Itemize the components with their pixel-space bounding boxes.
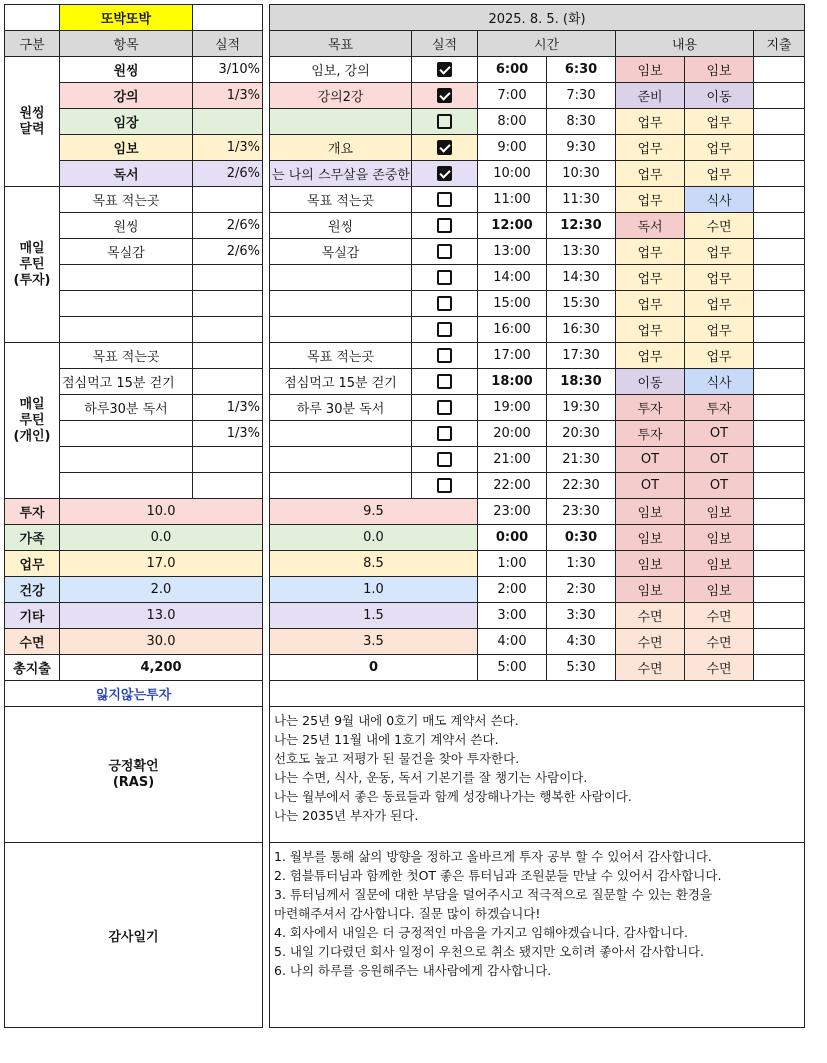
schedule-row (270, 213, 805, 239)
content-a[interactable]: 수면 (616, 655, 685, 681)
time-start[interactable]: 13:00 (478, 239, 547, 265)
content-a[interactable]: 투자 (616, 395, 685, 421)
result-cell[interactable] (193, 343, 263, 369)
total-value-invest[interactable]: 10.0 (60, 499, 263, 525)
goal-cell[interactable]: 목표 적는곳 (270, 187, 412, 213)
result-cell[interactable]: 2/6% (193, 213, 263, 239)
time-start[interactable]: 8:00 (478, 109, 547, 135)
content-b[interactable]: 업무 (685, 161, 754, 187)
checkbox-icon[interactable] (437, 478, 452, 493)
schedule-row (270, 577, 805, 603)
total-value-health[interactable]: 2.0 (60, 577, 263, 603)
schedule-row (270, 135, 805, 161)
content-b[interactable]: 업무 (685, 109, 754, 135)
content-b[interactable]: 임보 (685, 577, 754, 603)
spend-cell[interactable] (754, 421, 805, 447)
spend-cell[interactable] (754, 499, 805, 525)
time-start[interactable]: 0:00 (478, 525, 547, 551)
spacer-row (270, 681, 805, 707)
item-cell[interactable] (60, 317, 193, 343)
schedule-row (270, 421, 805, 447)
schedule-row (270, 395, 805, 421)
spend-cell[interactable] (754, 135, 805, 161)
content-b[interactable]: OT (685, 421, 754, 447)
time-end[interactable]: 22:30 (547, 473, 616, 499)
spend-cell[interactable] (754, 291, 805, 317)
spend-cell[interactable] (754, 213, 805, 239)
motto[interactable]: 잃지않는투자 (5, 681, 263, 707)
done-cell[interactable] (412, 239, 478, 265)
category-total-cell[interactable]: 1.0 (270, 577, 478, 603)
total-label-family[interactable]: 가족 (5, 525, 60, 551)
content-a[interactable]: 업무 (616, 187, 685, 213)
goal-cell[interactable]: 점심먹고 15분 걷기 (270, 369, 412, 395)
content-b[interactable]: OT (685, 447, 754, 473)
result-cell[interactable]: 1/3% (193, 395, 263, 421)
done-cell[interactable] (412, 291, 478, 317)
result-cell[interactable] (193, 369, 263, 395)
schedule-row (270, 57, 805, 83)
content-b[interactable]: 업무 (685, 317, 754, 343)
time-start[interactable]: 10:00 (478, 161, 547, 187)
content-b[interactable]: 식사 (685, 369, 754, 395)
checkbox-icon[interactable] (437, 426, 452, 441)
gratitude-line: 마련해주셔서 감사합니다. 질문 많이 하겠습니다! (274, 906, 541, 921)
result-cell[interactable] (193, 473, 263, 499)
total-spend-value[interactable]: 4,200 (60, 655, 263, 681)
time-start[interactable]: 16:00 (478, 317, 547, 343)
affirmation-box[interactable] (270, 707, 805, 843)
total-value-work[interactable]: 17.0 (60, 551, 263, 577)
time-start[interactable]: 17:00 (478, 343, 547, 369)
spend-cell[interactable] (754, 655, 805, 681)
checkbox-icon[interactable] (437, 140, 452, 155)
content-a[interactable]: 이동 (616, 369, 685, 395)
time-start[interactable]: 14:00 (478, 265, 547, 291)
time-end[interactable]: 20:30 (547, 421, 616, 447)
checkbox-icon[interactable] (437, 270, 452, 285)
time-start[interactable]: 11:00 (478, 187, 547, 213)
result-cell[interactable] (193, 265, 263, 291)
total-label-etc[interactable]: 기타 (5, 603, 60, 629)
checkbox-icon[interactable] (437, 62, 452, 77)
section-wonsing[interactable]: 원씽 달력 (5, 57, 60, 187)
content-b[interactable]: 업무 (685, 265, 754, 291)
time-end[interactable]: 7:30 (547, 83, 616, 109)
content-b[interactable]: 임보 (685, 551, 754, 577)
content-b[interactable]: 식사 (685, 187, 754, 213)
schedule-row (270, 239, 805, 265)
schedule-row (270, 603, 805, 629)
content-a[interactable]: 준비 (616, 83, 685, 109)
time-start[interactable]: 2:00 (478, 577, 547, 603)
item-imbo[interactable]: 임보 (60, 135, 193, 161)
col-item[interactable]: 항목 (60, 31, 193, 57)
spend-cell[interactable] (754, 473, 805, 499)
category-total-cell[interactable]: 0.0 (270, 525, 478, 551)
content-a[interactable]: 업무 (616, 135, 685, 161)
done-cell[interactable] (412, 395, 478, 421)
item-cell[interactable]: 목표 적는곳 (60, 343, 193, 369)
content-a[interactable]: 임보 (616, 57, 685, 83)
time-end[interactable]: 5:30 (547, 655, 616, 681)
time-end[interactable]: 6:30 (547, 57, 616, 83)
gratitude-line: 4. 회사에서 내일은 더 긍정적인 마음을 가지고 임해야겠습니다. 감사합니다. (274, 925, 688, 940)
goal-cell[interactable]: 개요 (270, 135, 412, 161)
time-end[interactable]: 8:30 (547, 109, 616, 135)
planner-title[interactable]: 또박또박 (60, 5, 193, 31)
gratitude-line: 6. 나의 하루를 응원해주는 내사람에게 감사합니다. (274, 963, 552, 978)
schedule-row (270, 473, 805, 499)
total-label-work[interactable]: 업무 (5, 551, 60, 577)
affirmation-line: 나는 2035년 부자가 된다. (274, 808, 419, 823)
gratitude-box[interactable] (270, 843, 805, 1028)
done-cell[interactable] (412, 447, 478, 473)
col-goal[interactable]: 목표 (270, 31, 412, 57)
time-end[interactable]: 19:30 (547, 395, 616, 421)
total-label-health[interactable]: 건강 (5, 577, 60, 603)
time-start[interactable]: 9:00 (478, 135, 547, 161)
col-done[interactable]: 실적 (412, 31, 478, 57)
time-start[interactable]: 4:00 (478, 629, 547, 655)
col-time[interactable]: 시간 (478, 31, 616, 57)
time-start[interactable]: 18:00 (478, 369, 547, 395)
result-cell[interactable] (193, 187, 263, 213)
goal-cell[interactable] (270, 317, 412, 343)
category-total-cell[interactable]: 9.5 (270, 499, 478, 525)
time-end[interactable]: 21:30 (547, 447, 616, 473)
time-start[interactable]: 12:00 (478, 213, 547, 239)
time-end[interactable]: 15:30 (547, 291, 616, 317)
item-cell[interactable]: 목실감 (60, 239, 193, 265)
spend-cell[interactable] (754, 187, 805, 213)
gratitude-line: 5. 내일 기다렸던 회사 일정이 우천으로 취소 됐지만 오히려 좋아서 감사합니다. (274, 944, 704, 959)
time-end[interactable]: 14:30 (547, 265, 616, 291)
spend-cell[interactable] (754, 525, 805, 551)
spend-cell[interactable] (754, 109, 805, 135)
done-cell[interactable] (412, 473, 478, 499)
result-imbo[interactable]: 1/3% (193, 135, 263, 161)
done-cell[interactable] (412, 109, 478, 135)
time-start[interactable]: 7:00 (478, 83, 547, 109)
time-end[interactable]: 12:30 (547, 213, 616, 239)
goal-cell[interactable] (270, 109, 412, 135)
time-start[interactable]: 1:00 (478, 551, 547, 577)
spend-cell[interactable] (754, 369, 805, 395)
category-total-cell[interactable]: 8.5 (270, 551, 478, 577)
result-cell[interactable]: 1/3% (193, 421, 263, 447)
item-cell[interactable]: 점심먹고 15분 걷기 (60, 369, 193, 395)
done-cell[interactable] (412, 317, 478, 343)
done-cell[interactable] (412, 57, 478, 83)
schedule-row (270, 161, 805, 187)
time-end[interactable]: 18:30 (547, 369, 616, 395)
content-b[interactable]: 투자 (685, 395, 754, 421)
total-spend-cell[interactable]: 0 (270, 655, 478, 681)
spend-cell[interactable] (754, 629, 805, 655)
done-cell[interactable] (412, 161, 478, 187)
content-a[interactable]: OT (616, 473, 685, 499)
schedule-row (270, 551, 805, 577)
content-a[interactable]: 수면 (616, 603, 685, 629)
time-end[interactable]: 23:30 (547, 499, 616, 525)
category-total-cell[interactable]: 1.5 (270, 603, 478, 629)
affirmation-label[interactable]: 긍정확언 (RAS) (5, 707, 263, 843)
schedule-row (270, 525, 805, 551)
checkbox-icon[interactable] (437, 374, 452, 389)
item-reading[interactable]: 독서 (60, 161, 193, 187)
date-header[interactable]: 2025. 8. 5. (화) (270, 5, 805, 31)
total-label-invest[interactable]: 투자 (5, 499, 60, 525)
time-end[interactable]: 17:30 (547, 343, 616, 369)
result-reading[interactable]: 2/6% (193, 161, 263, 187)
gratitude-label[interactable]: 감사일기 (5, 843, 263, 1028)
content-b[interactable]: 임보 (685, 499, 754, 525)
checkbox-icon[interactable] (437, 348, 452, 363)
checkbox-icon[interactable] (437, 400, 452, 415)
time-start[interactable]: 22:00 (478, 473, 547, 499)
time-end[interactable]: 10:30 (547, 161, 616, 187)
goal-cell[interactable] (270, 291, 412, 317)
content-b[interactable]: 수면 (685, 655, 754, 681)
time-end[interactable]: 2:30 (547, 577, 616, 603)
item-lecture[interactable]: 강의 (60, 83, 193, 109)
gratitude-line: 3. 튜터님께서 질문에 대한 부담을 덜어주시고 적극적으로 질문할 수 있는 환경을 (274, 887, 713, 902)
result-cell[interactable] (193, 317, 263, 343)
spend-cell[interactable] (754, 577, 805, 603)
content-b[interactable]: 임보 (685, 57, 754, 83)
schedule-row (270, 343, 805, 369)
item-cell[interactable] (60, 447, 193, 473)
spacer-cell (270, 681, 805, 707)
content-b[interactable]: 업무 (685, 291, 754, 317)
checkbox-icon[interactable] (437, 88, 452, 103)
content-b[interactable]: 업무 (685, 343, 754, 369)
time-start[interactable]: 5:00 (478, 655, 547, 681)
affirmation-line: 나는 수면, 식사, 운동, 독서 기본기를 잘 챙기는 사람이다. (274, 770, 588, 785)
right-daily-sheet (269, 4, 804, 1028)
total-spend-label[interactable]: 총지출 (5, 655, 60, 681)
item-cell[interactable] (60, 421, 193, 447)
spend-cell[interactable] (754, 603, 805, 629)
checkbox-icon[interactable] (437, 166, 452, 181)
schedule-row (270, 655, 805, 681)
result-cell[interactable] (193, 447, 263, 473)
schedule-row (270, 109, 805, 135)
content-a[interactable]: 투자 (616, 421, 685, 447)
content-a[interactable]: 업무 (616, 239, 685, 265)
spend-cell[interactable] (754, 343, 805, 369)
content-a[interactable]: 수면 (616, 629, 685, 655)
time-start[interactable]: 6:00 (478, 57, 547, 83)
checkbox-icon[interactable] (437, 322, 452, 337)
done-cell[interactable] (412, 343, 478, 369)
result-imjang[interactable] (193, 109, 263, 135)
schedule-row (270, 317, 805, 343)
spend-cell[interactable] (754, 551, 805, 577)
content-b[interactable]: 업무 (685, 135, 754, 161)
done-cell[interactable] (412, 83, 478, 109)
time-end[interactable]: 1:30 (547, 551, 616, 577)
content-a[interactable]: 임보 (616, 525, 685, 551)
time-end[interactable]: 3:30 (547, 603, 616, 629)
item-cell[interactable] (60, 291, 193, 317)
item-imjang[interactable]: 임장 (60, 109, 193, 135)
time-end[interactable]: 11:30 (547, 187, 616, 213)
content-b[interactable]: 임보 (685, 525, 754, 551)
spend-cell[interactable] (754, 161, 805, 187)
col-category[interactable]: 구분 (5, 31, 60, 57)
item-cell[interactable]: 하루30분 독서 (60, 395, 193, 421)
section-routine-personal[interactable]: 매일 루틴 (개인) (5, 343, 60, 499)
goal-cell[interactable] (270, 473, 412, 499)
affirmation-line: 선호도 높고 저평가 된 물건을 찾아 투자한다. (274, 751, 520, 766)
time-start[interactable]: 19:00 (478, 395, 547, 421)
goal-cell[interactable]: 목실감 (270, 239, 412, 265)
content-a[interactable]: 업무 (616, 291, 685, 317)
checkbox-icon[interactable] (437, 192, 452, 207)
affirmation-line: 나는 월부에서 좋은 동료들과 함께 성장해나가는 행복한 사람이다. (274, 789, 632, 804)
schedule-row (270, 83, 805, 109)
result-cell[interactable]: 2/6% (193, 239, 263, 265)
schedule-row (270, 447, 805, 473)
done-cell[interactable] (412, 265, 478, 291)
item-cell[interactable]: 목표 적는곳 (60, 187, 193, 213)
left-summary-sheet (4, 4, 262, 1028)
item-cell[interactable]: 원씽 (60, 213, 193, 239)
result-lecture[interactable]: 1/3% (193, 83, 263, 109)
spend-cell[interactable] (754, 395, 805, 421)
content-b[interactable]: 수면 (685, 629, 754, 655)
schedule-row (270, 629, 805, 655)
spend-cell[interactable] (754, 265, 805, 291)
spend-cell[interactable] (754, 83, 805, 109)
goal-cell[interactable] (270, 421, 412, 447)
goal-cell[interactable]: 강의2강 (270, 83, 412, 109)
result-wonsing[interactable]: 3/10% (193, 57, 263, 83)
affirmation-line: 나는 25년 11월 내에 1호기 계약서 쓴다. (274, 732, 499, 747)
done-cell[interactable] (412, 187, 478, 213)
goal-cell[interactable]: 목표 적는곳 (270, 343, 412, 369)
goal-cell[interactable] (270, 265, 412, 291)
content-a[interactable]: 업무 (616, 343, 685, 369)
total-value-family[interactable]: 0.0 (60, 525, 263, 551)
content-b[interactable]: OT (685, 473, 754, 499)
checkbox-icon[interactable] (437, 296, 452, 311)
spend-cell[interactable] (754, 447, 805, 473)
time-start[interactable]: 23:00 (478, 499, 547, 525)
done-cell[interactable] (412, 421, 478, 447)
content-b[interactable]: 수면 (685, 603, 754, 629)
spend-cell[interactable] (754, 317, 805, 343)
schedule-row (270, 369, 805, 395)
schedule-row (270, 265, 805, 291)
content-a[interactable]: 독서 (616, 213, 685, 239)
affirmation-line: 나는 25년 9월 내에 0호기 매도 계약서 쓴다. (274, 713, 519, 728)
content-a[interactable]: 임보 (616, 499, 685, 525)
time-start[interactable]: 15:00 (478, 291, 547, 317)
gratitude-line: 2. 험블튜터님과 함께한 첫OT 좋은 튜터님과 조원분들 만날 수 있어서 감사합니다. (274, 868, 722, 883)
done-cell[interactable] (412, 135, 478, 161)
col-result[interactable]: 실적 (193, 31, 263, 57)
content-a[interactable]: 임보 (616, 551, 685, 577)
content-b[interactable]: 업무 (685, 239, 754, 265)
content-b[interactable]: 이동 (685, 83, 754, 109)
spend-cell[interactable] (754, 239, 805, 265)
goal-cell[interactable]: 원씽 (270, 213, 412, 239)
time-end[interactable]: 4:30 (547, 629, 616, 655)
total-value-etc[interactable]: 13.0 (60, 603, 263, 629)
content-a[interactable]: 임보 (616, 577, 685, 603)
category-total-cell[interactable]: 3.5 (270, 629, 478, 655)
total-value-sleep[interactable]: 30.0 (60, 629, 263, 655)
item-cell[interactable] (60, 265, 193, 291)
time-start[interactable]: 3:00 (478, 603, 547, 629)
checkbox-icon[interactable] (437, 244, 452, 259)
time-end[interactable]: 0:30 (547, 525, 616, 551)
gratitude-line: 1. 월부를 통해 삶의 방향을 정하고 올바르게 투자 공부 할 수 있어서 감사합니다. (274, 849, 712, 864)
time-end[interactable]: 16:30 (547, 317, 616, 343)
col-spend[interactable]: 지출 (754, 31, 805, 57)
checkbox-icon[interactable] (437, 114, 452, 129)
content-a[interactable]: 업무 (616, 265, 685, 291)
item-cell[interactable] (60, 473, 193, 499)
content-a[interactable]: 업무 (616, 161, 685, 187)
time-start[interactable]: 21:00 (478, 447, 547, 473)
time-end[interactable]: 13:30 (547, 239, 616, 265)
time-end[interactable]: 9:30 (547, 135, 616, 161)
content-a[interactable]: 업무 (616, 317, 685, 343)
schedule-row (270, 291, 805, 317)
result-cell[interactable] (193, 291, 263, 317)
goal-cell[interactable] (270, 447, 412, 473)
checkbox-icon[interactable] (437, 218, 452, 233)
goal-cell[interactable]: 임보, 강의 (270, 57, 412, 83)
goal-cell[interactable]: 하루 30분 독서 (270, 395, 412, 421)
time-start[interactable]: 20:00 (478, 421, 547, 447)
content-b[interactable]: 수면 (685, 213, 754, 239)
goal-cell[interactable]: 는 나의 스무살을 존중한 (270, 161, 412, 187)
schedule-row (270, 187, 805, 213)
content-a[interactable]: OT (616, 447, 685, 473)
done-cell[interactable] (412, 369, 478, 395)
col-content[interactable]: 내용 (616, 31, 754, 57)
item-wonsing[interactable]: 원씽 (60, 57, 193, 83)
checkbox-icon[interactable] (437, 452, 452, 467)
done-cell[interactable] (412, 213, 478, 239)
content-a[interactable]: 업무 (616, 109, 685, 135)
total-label-sleep[interactable]: 수면 (5, 629, 60, 655)
section-routine-invest[interactable]: 매일 루틴 (투자) (5, 187, 60, 343)
schedule-row (270, 499, 805, 525)
spend-cell[interactable] (754, 57, 805, 83)
